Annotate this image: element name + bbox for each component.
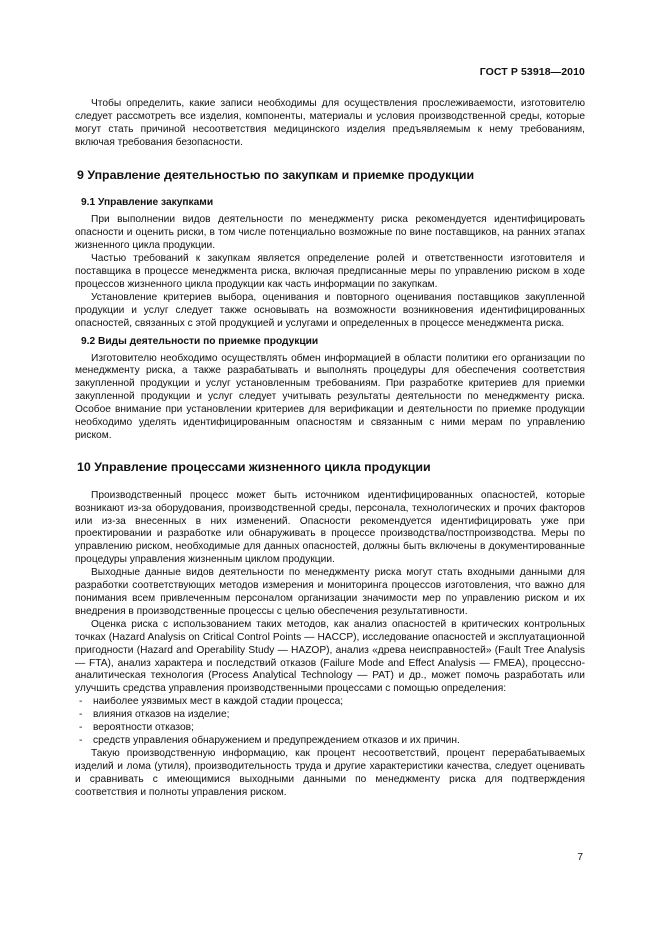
page-number: 7 (577, 852, 583, 863)
determination-list (75, 696, 585, 748)
section-9-title: 9 Управление деятельностью по закупкам и приемке продукции (77, 167, 475, 182)
section-10-title: 10 Управление процессами жизненного цикла продукции (77, 459, 431, 474)
closing-paragraph: Такую производственную информацию, как процент несоответствий, процент перерабатываемых изделий и лома (утиля), производительность труда и другие характеристики качества, следует оценивать и сравнивать с имеющимися выходными данными по менеджменту риска для подтверждения соответствия и полноты управления риском. (75, 747, 585, 798)
paragraph-10-2: Выходные данные видов деятельности по менеджменту риска могут стать входными данными для разработки соответствующих методов измерения и мониторинга процессов изготовления, что важно для понимания всем привлеченным персоналом организации значимости мер по управлению риском и их внедрения в производственные процессы с целью обеспечения результативности. (75, 567, 585, 617)
paragraph-9-2-1: Изготовителю необходимо осуществлять обмен информацией в области политики его организации по менеджменту риска, а также разрабатывать и выполнять процедуры для обеспечения соответствия закупленной продукции и услуг установленным требованиям. При разработке критериев для приемки закупленной продукции и услуг следует учитывать результаты деятельности по менеджменту риска. Особое внимание при установлении критериев для верификации и деятельности по приемке продукции необходимо уделять идентифицированным опасностям и связанным с ними мерам по управлению риском. (75, 352, 585, 441)
list-item: - влияния отказов на изделие; (75, 709, 585, 722)
list-item: - вероятности отказов; (75, 722, 585, 735)
subsection-9-2-title: 9.2 Виды деятельности по приемке продукции (81, 335, 319, 347)
document-body (75, 98, 585, 800)
paragraph-9-1-1: При выполнении видов деятельности по менеджменту риска рекомендуется идентифицировать опасности и оценить риски, в том числе потенциально возможные по вине поставщиков, на ранних этапах жизненного цикла продукции. (75, 214, 585, 252)
list-item: - наиболее уязвимых мест в каждой стадии процесса; (75, 696, 585, 709)
paragraph-9-1-2: Частью требований к закупкам является определение ролей и ответственности изготовителя и поставщика в процессе менеджмента риска, включая предписанные меры по управлению риском в ходе процессов жизненного цикла продукции как часть информации по закупкам. (75, 253, 585, 290)
intro-paragraph: Чтобы определить, какие записи необходимы для осуществления прослеживаемости, изготовителю следует рассмотреть все изделия, компоненты, материалы и условия производственной среды, которые могут стать причиной несоответствия медицинского изделия предъявляемым к нему требованиям, включая требования безопасности. (75, 98, 585, 148)
paragraph-10-1: Производственный процесс может быть источником идентифицированных опасностей, которые возникают из-за оборудования, производственной среды, персонала, технологических и прочих факторов или из-за внесенных в них изменений. Опасности рекомендуется идентифицировать уже при проектировании и разработке или обнаруживать в процессе производства/постпроизводства. Меры по управлению риском, необходимые для данных опасностей, должны быть включены в документированные процедуры управления жизненным циклом продукции. (75, 489, 585, 566)
paragraph-10-3: Оценка риска с использованием таких методов, как анализ опасностей в критических контрольных точках (Hazard Analysis on Critical Control Points — HACCP), исследование опасностей и эксплуатационной пригодности (Hazard and Operability Study — HAZOP), анализ «древа неисправностей» (Fault Tree Analysis — FTA), анализ характера и последствий отказов (Failure Mode and Effect Analysis — FMEA), процессно-аналитическая технология (Process Analytical Technology — PAT) и др., может помочь разработать или улучшить средства управления производственными процессами с помощью определения: (75, 618, 585, 695)
paragraph-9-1-3: Установление критериев выбора, оценивания и повторного оценивания поставщиков закупленной продукции и услуг следует также основывать на возможности возникновения идентифицированных опасностей, связанных с этой продукцией и услугами и определенных в процессе менеджмента риска. (75, 291, 585, 329)
standard-header: ГОСТ Р 53918—2010 (479, 66, 585, 78)
subsection-9-1-title: 9.1 Управление закупками (81, 196, 214, 208)
list-item: - средств управления обнаружением и предупреждением отказов и их причин. (75, 735, 585, 748)
